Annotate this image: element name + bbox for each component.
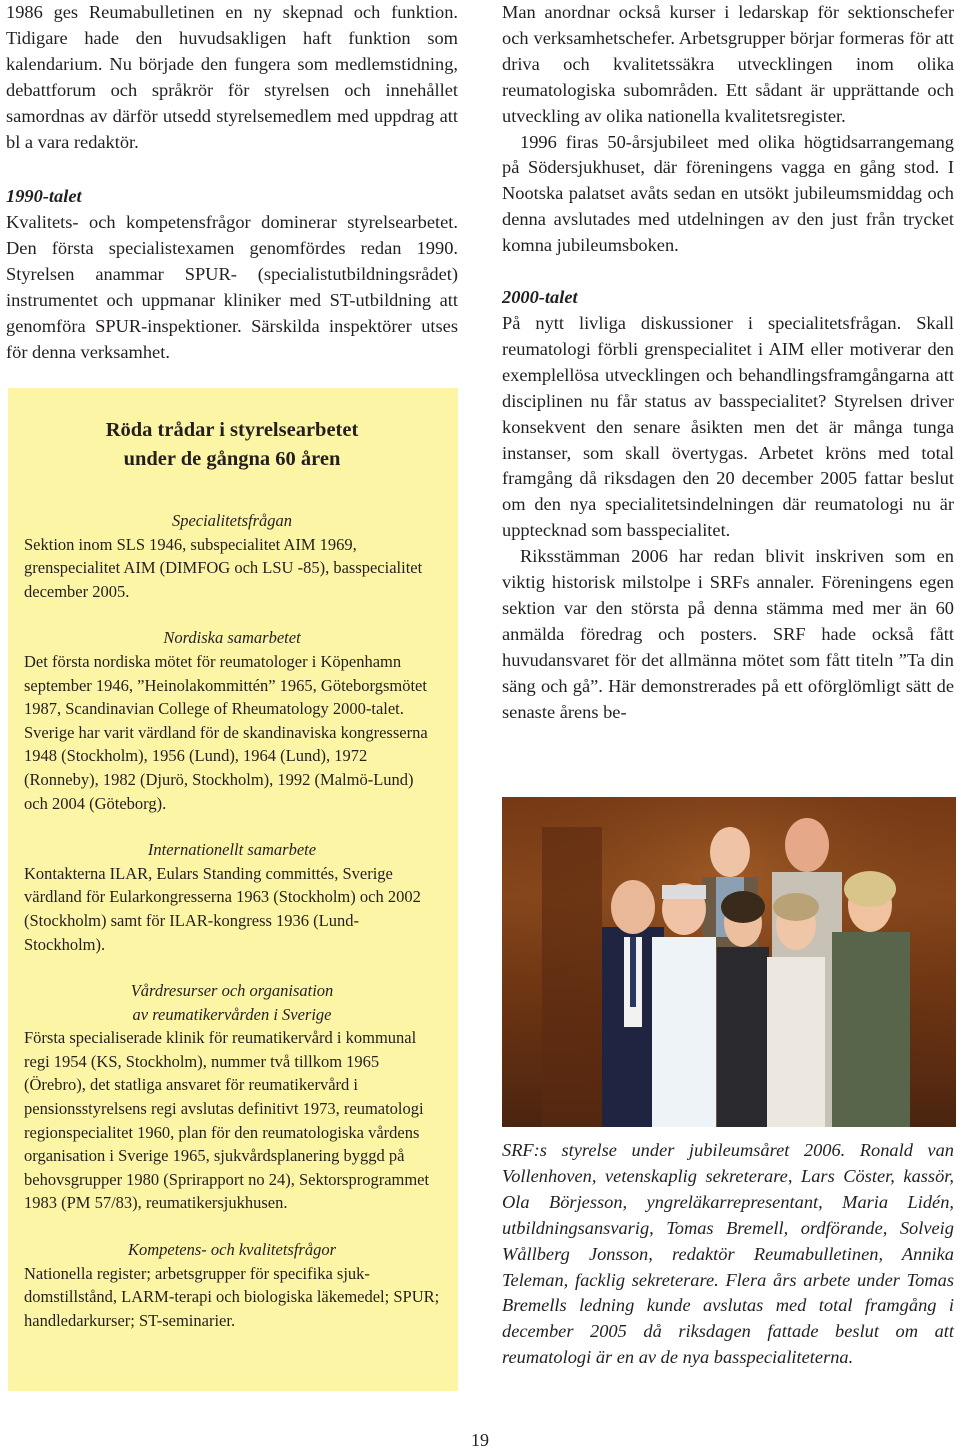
box-section-text: Nationella register; arbetsgrupper för specifika sjukdomstillstånd, LARM-terapi och biologiska läkemedel; SPUR; handledarkurser; ST-seminarier. — [24, 1263, 440, 1330]
right-column — [502, 0, 954, 725]
box-title-line-2: under de gångna 60 åren — [123, 447, 341, 470]
paragraph-50-arsjubileet: 1996 firas 50-årsjubileet med olika högtidsarrangemang på Södersjukhuset, där föreningens vagga en gång stod. I Nootska palatset avåts sedan en utsökt jubileumsmiddag och denna avslutades med utdelningen av den just från trycket komna jubileumsboken. — [502, 131, 954, 256]
paragraph-ledarskap: Man anordnar också kurser i ledarskap för sektionschefer och verksamhetschefer. Arbetsgrupper börjar formeras för att driva och kvalitetssäkra utvecklingen inom olika reumatologiska subområden. Ett sådant är upprättande och utveckling av olika nationella kvalitetsregister. — [502, 2, 954, 126]
box-section-heading — [24, 979, 440, 1026]
box-title-line-1: Röda trådar i styrelsearbetet — [105, 419, 359, 441]
box-section-internationellt-samarbete — [24, 838, 440, 956]
box-section-vardresurser — [24, 979, 440, 1215]
box-section-heading: Internationellt samarbete — [147, 840, 317, 860]
box-section-nordiska-samarbetet — [24, 626, 440, 815]
box-section-text: Kontakterna ILAR, Eulars Standing committés, Sverige värdland för Eularkongresserna 1963 (Stockholm) och 2002 (Stockholm) samt för ILAR-kongress 1936 (Lund-Stockholm). — [24, 863, 421, 954]
box-section-text: Sektion inom SLS 1946, subspecialitet AIM 1969, grenspecialitet AIM (DIMFOG och LSU -85), basspecialitet december 2005. — [24, 534, 423, 601]
left-column — [6, 0, 458, 366]
box-title — [24, 416, 440, 473]
paragraph-riksstamman: Riksstämman 2006 har redan blivit inskriven som en viktig historisk milstolpe i SRFs annaler. Föreningens egen sektion var den största på denna stämma med mer än 60 anmälda föredrag och posters. SRF hade också fått huvudansvaret för det allmänna mötet som fått titeln ”Ta din säng och gå”. Här demonstrerades på ett oförglömligt sätt de senaste årens be- — [502, 546, 954, 722]
box-section-text: Det första nordiska mötet för reumatologer i Köpenhamn september 1946, ”Heinolakommittén” 1965, Göteborgsmötet 1987, Scandinavian College of Rheumatology 2000-talet. Sverige har varit värdland för de skandinaviska kongresserna 1948 (Stockholm), 1956 (Lund), 1964 (Lund), 1972 (Ronneby), 1982 (Djurö, Stockholm), 1992 (Malmö-Lund) och 2004 (Göteborg). — [24, 651, 428, 813]
paragraph-2000-talet: På nytt livliga diskussioner i specialitetsfrågan. Skall reumatologi förbli grenspecialitet i AIM eller motiverar den exemplellösa utvecklingen och behandlingsframgångarna att disciplinen nu får status av basspecialitet? Styrelsen driver konsekvent den senare åsikten men det är många tunga instanser, som skall övertygas. Arbetet kröns med total framgång då riksdagen den 20 december 2005 fattar beslut om den nya specialitetsindelningen där reumatologi nu är upptecknad som basspecialitet. — [502, 312, 954, 541]
box-section-heading-line-2: av reumatikervården i Sverige — [132, 1004, 332, 1024]
heading-2000-talet: 2000-talet — [502, 287, 578, 308]
box-section-heading: Kompetens- och kvalitetsfrågor — [127, 1240, 337, 1260]
photo-caption: SRF:s styrelse under jubileumsåret 2006. Ronald van Vollenhoven, vetenskaplig sekreterare, Lars Cöster, kassör, Ola Börjesson, yngreläkarrepresentant, Maria Lidén, utbildningsansvarig, Tomas Bremell, ordförande, Solveig Wållberg Jonsson, redaktör Reumabulletinen, Annika Teleman, facklig sekreterare. Flera års arbete under Tomas Bremells ledning kunde avslutas med total framgång i december 2005 då riksdagen fattade beslut om att reumatologi är en av de nya basspecialiteterna. — [502, 1140, 954, 1368]
paragraph-1990-talet: Kvalitets- och kompetensfrågor dominerar styrelsearbetet. Den första specialistexamen genomfördes redan 1990. Styrelsen anammar SPUR- (specialistutbildningsrådet) instrumentet och uppmanar kliniker med ST-utbildning att genomföra SPUR-inspektioner. Särskilda inspektörer utses för denna verksamhet. — [6, 212, 458, 362]
page-number: 19 — [471, 1430, 489, 1450]
group-photo-illustration — [502, 797, 956, 1127]
box-section-specialitetsfragan — [24, 509, 440, 603]
box-section-heading: Specialitetsfrågan — [171, 511, 293, 530]
box-section-text: Första specialiserade klinik för reumatikervård i kommunal regi 1954 (KS, Stockholm), nummer två tillkom 1965 (Örebro), det statliga ansvaret för reumatikervård i pensionsstyrelsens regi avslutas definitivt 1973, reumatologi regionspecialitet 1960, plan för den reumatologiska vårdens organisation i Sverige 1965, sjukvårdsplanering byggd på behovsgrupper 1980 (Sprirapport no 24), Sektorsprogrammet 1983 (PM 57/83), reumatikersjukhusen. — [24, 1028, 430, 1213]
intro-paragraph: 1986 ges Reumabulletinen en ny skepnad och funktion. Tidigare hade den huvudsakligen haft funktion som kalendarium. Nu började den fungera som medlemstidning, debattforum och språkrör för styrelsen och innehållet samordnas av därför utsedd styrelsemedlem med uppdrag att bl a vara redaktör. — [6, 2, 458, 152]
box-section-heading-line-1: Vårdresurser och organisation — [130, 981, 334, 1001]
box-section-kompetens — [24, 1238, 440, 1332]
group-photo — [502, 797, 956, 1127]
heading-1990-talet: 1990-talet — [6, 186, 82, 207]
sidebar-box-roda-tradar — [8, 388, 458, 1391]
box-section-heading: Nordiska samarbetet — [163, 628, 301, 648]
